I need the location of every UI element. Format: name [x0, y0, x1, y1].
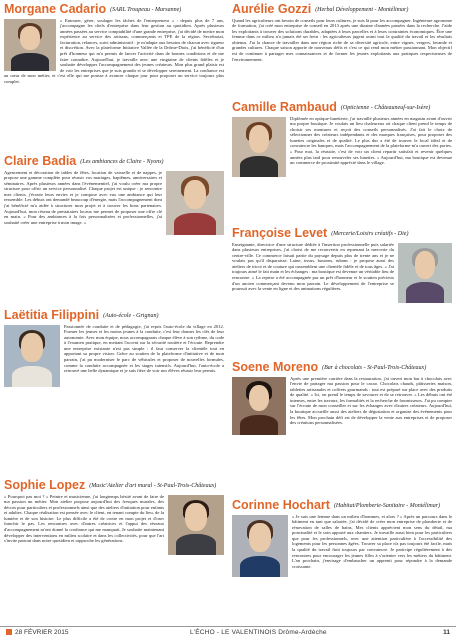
- profile-text: « Pourquoi pas moi ? » Peintre et musicienne, j'ai longtemps hésité avant de faire de ma passion un métier. Mon atelier propose aujourd'hui des fresques murales, des décors pour particuliers et professionnels ainsi que des ateliers d'initiation pour enfants et adultes. Chaque réalisation est pensée avec le client, en tenant compte du lieu, de la lumière et de son histoire. Le plus difficile a été de croire en mon projet et d'oser franchir le pas. Les rencontres avec d'autres créatrices et l'appui des réseaux d'accompagnement m'ont donné la confiance qui me manquait. Je souhaite maintenant développer des interventions en milieu scolaire et dans les collectivités, pour que l'art s'invite partout dans notre quotidien et rapproche les générations.: [4, 494, 224, 544]
- profile-claire: [4, 154, 224, 306]
- profile-text: Enseignante, directrice d'une structure dédiée à l'insertion professionnelle puis salariée dans plusieurs entreprises, j'ai choisi de me reconvertir en reprenant la mercerie du centre-ville. Ce commerce faisait partie du paysage depuis plus de trente ans et je ne voulais pas qu'il disparaisse. Laine, tissus, boutons, rubans : je propose aussi des ateliers de tricot et de couture qui rassemblent une clientèle fidèle et de tous âges. « J'ai toujours aimé le fait main et les échanges : ma boutique est devenue un véritable lieu de rencontre. » La reprise a été accompagnée par un prêt d'honneur et le soutien précieux d'un ancien commerçant devenu mon parrain. Le développement de l'entreprise se poursuit avec la vente en ligne et des animations régulières.: [232, 242, 452, 292]
- page-footer: [0, 626, 456, 639]
- profile-camille: [232, 100, 452, 224]
- profile-sophie: [4, 478, 224, 624]
- profile-morgane: [4, 2, 224, 152]
- profile-text: « Je suis une femme dans un milieu d'hommes, et alors ? » Après un parcours dans le bâtiment en tant que salariée, j'ai décidé de créer mon entreprise de plomberie et de rénovation de salles de bains. Mes clients apprécient mon sens du détail, ma ponctualité et le soin apporté aux chantiers. Je travaille aussi bien pour les particuliers que pour les professionnels, avec une attention particulière à l'accessibilité des logements pour les personnes âgées. Trouver sa place n'a pas toujours été facile, mais la qualité du travail finit toujours par convaincre. Je participe régulièrement à des rencontres pour encourager les jeunes filles à s'orienter vers les métiers du bâtiment. L'an prochain, j'envisage d'embaucher un apprenti pour répondre à la demande croissante.: [232, 514, 452, 569]
- portrait-photo: [168, 495, 224, 555]
- page-number: 11: [443, 629, 450, 636]
- portrait-photo: [232, 515, 288, 577]
- profile-text: Quand les agriculteurs ont besoin de conseils pour leurs cultures, je suis là pour les accompagner. Ingénieure agronome de formation, j'ai créé mon entreprise de conseil en 2013 après une dizaine d'années passées dans la recherche. J'aide les exploitants à trouver des solutions durables, adaptées à leurs parcelles et à leurs contraintes économiques. Être une femme dans ce milieu n'a jamais été un frein : les agriculteurs jugent avant tout la qualité du travail et les résultats obtenus. J'ai la chance de travailler dans une région riche de sa diversité agricole, entre vignes, vergers, lavande et grandes cultures. Chaque saison apporte de nouveaux défis et c'est ce qui rend mon métier passionnant. Mon objectif est de continuer à partager mes connaissances et de former les jeunes exploitants aux pratiques respectueuses de l'environnement.: [232, 17, 452, 62]
- portrait-photo: [398, 243, 452, 303]
- profile-text: Après une première carrière dans la restauration, j'ai ouvert mon bar à chocolats avec l'envie de partager ma passion pour le cacao. Chocolats chauds, pâtisseries maison, tablettes artisanales et coffrets gourmands : tout est préparé sur place avec des produits de qualité. « Ici, on prend le temps de savourer et de se retrouver. » Les débuts ont été intenses, entre les travaux, les formalités et la recherche de fournisseurs. J'ai pu compter sur l'écoute de mon conseiller et sur les échanges avec d'autres créateurs. Aujourd'hui, la boutique accueille aussi des ateliers de dégustation et organise des événements pour les fêtes. Mon prochain défi est de développer la vente aux entreprises et de proposer des créations personnalisées.: [232, 376, 452, 426]
- profile-text: « Entourer, gérer, soulager les tâches de l'entrepreneur » : depuis plus de 7 ans, j'accompagne les chefs d'entreprise dans leur gestion au quotidien. Après plusieurs années passées au service comptabilité d'une grande entreprise, j'ai décidé de mettre mon expérience au service des artisans, commerçants et TPE de la région. Secrétariat, facturation, relances, suivi administratif : je m'adapte aux besoins de chacun avec rigueur et discrétion. Avec la plateforme Initiative Vallée de la Drôme-Diois, j'ai bénéficié d'un prêt d'honneur qui m'a permis de lancer l'activité dans de bonnes conditions et de me faire connaître. Aujourd'hui, je travaille avec une vingtaine de clients fidèles et je souhaite développer l'accompagnement des jeunes créateurs. Mon plus grand plaisir est de voir les entreprises que je suis grandir et se développer sereinement. La confiance est au cœur de mon métier, et c'est elle qui me pousse à avancer chaque jour pour proposer un service toujours plus complet.: [4, 17, 224, 84]
- profile-laetitia: [4, 308, 224, 476]
- profile-title: Camille Rambaud (Opticienne - Châteauneuf-sur-Isère): [232, 100, 431, 114]
- profile-title: Aurélie Gozzi (Herbal Développement - Montélimar): [232, 2, 409, 16]
- profile-text: Passionnée de conduite et de pédagogie, j'ai repris l'auto-école du village en 2012. Former les jeunes et les moins jeunes à la conduite, c'est leur donner les clés de leur autonomie. Avec mon équipe, nous accompagnons chaque élève à son rythme, du code à l'examen pratique, en mettant l'accent sur la sécurité routière et l'écoute. Reprendre une entreprise existante n'est pas simple : il faut conserver la clientèle tout en apportant sa propre vision. Grâce au soutien de la plateforme d'initiative et de mon parrain, j'ai pu moderniser le parc de véhicules et proposer de nouvelles formules, comme la conduite accompagnée et les stages intensifs. Aujourd'hui, l'auto-école a retrouvé une belle dynamique et je suis fière de voir nos élèves réussir leur permis.: [4, 324, 224, 374]
- profile-title: Soene Moreno (Bar à chocolats - St-Paul-Trois-Châteaux): [232, 360, 427, 374]
- issue-date: 28 FÉVRIER 2015: [6, 629, 68, 636]
- portrait-photo: [4, 325, 60, 387]
- profile-title: Sophie Lopez (Music'Atelier d'art mural - St-Paul-Trois-Châteaux): [4, 478, 217, 492]
- profile-text: Diplômée en optique-lunetterie, j'ai travaillé plusieurs années en magasin avant d'ouvrir ma propre boutique. Je voulais un lieu chaleureux où chaque client prend le temps de choisir ses montures et reçoit des conseils personnalisés. J'ai fait le choix de sélectionner des créateurs indépendants et des marques françaises, pour proposer des lunettes originales et de qualité. Le plus dur a été de trouver le local idéal et de convaincre les banques, mais l'accompagnement de la plateforme m'a ouvert des portes. « Pour moi, la réussite, c'est de voir un client repartir satisfait et revenir quelques années plus tard pour renouveler ses lunettes. » Aujourd'hui, ma boutique est devenue un commerce de proximité apprécié dans le village.: [232, 116, 452, 166]
- profile-title: Françoise Levet (Mercerie/Loisirs créatifs - Die): [232, 226, 409, 240]
- profile-title: Laëtitia Filippini (Auto-école - Grignan): [4, 308, 159, 322]
- portrait-photo: [232, 377, 286, 435]
- profile-soene: [232, 360, 452, 496]
- profile-text: Agencement et décoration de tables de fêtes, location de vaisselle et de nappes, je propose une gamme complète pour réussir vos mariages, baptêmes, anniversaires et séminaires. Après plusieurs années dans l'événementiel, j'ai voulu créer ma propre structure pour offrir un service personnalisé. Chaque projet est unique : je rencontre mes clients, j'écoute leurs envies et je compose avec eux une ambiance qui leur ressemble. Les débuts ont demandé beaucoup d'énergie, mais l'accompagnement dont j'ai bénéficié m'a aidée à structurer mon projet et à trouver les bons partenaires. Aujourd'hui, mon réseau de prestataires locaux me permet de proposer une offre clé en main. « Pour des ambiances à la fois personnalisées et professionnelles, j'ai souhaité créer une entreprise à mon image. »: [4, 170, 224, 225]
- portrait-photo: [166, 171, 224, 235]
- profile-aurelie: [232, 2, 452, 100]
- profile-francoise: [232, 226, 452, 358]
- profile-corinne: [232, 498, 452, 624]
- profile-title: Morgane Cadario (SARL Troupeau - Marsanne): [4, 2, 182, 16]
- profile-title: Claire Badia (Les ambiances de Claire - Nyons): [4, 154, 164, 168]
- newspaper-name: L'ÉCHO - LE VALENTINOIS Drôme-Ardèche: [190, 629, 327, 636]
- portrait-photo: [232, 117, 286, 177]
- profile-title: Corinne Hochart (Habitat/Plomberie-Sanitaire - Montélimar): [232, 498, 441, 512]
- portrait-photo: [4, 19, 56, 71]
